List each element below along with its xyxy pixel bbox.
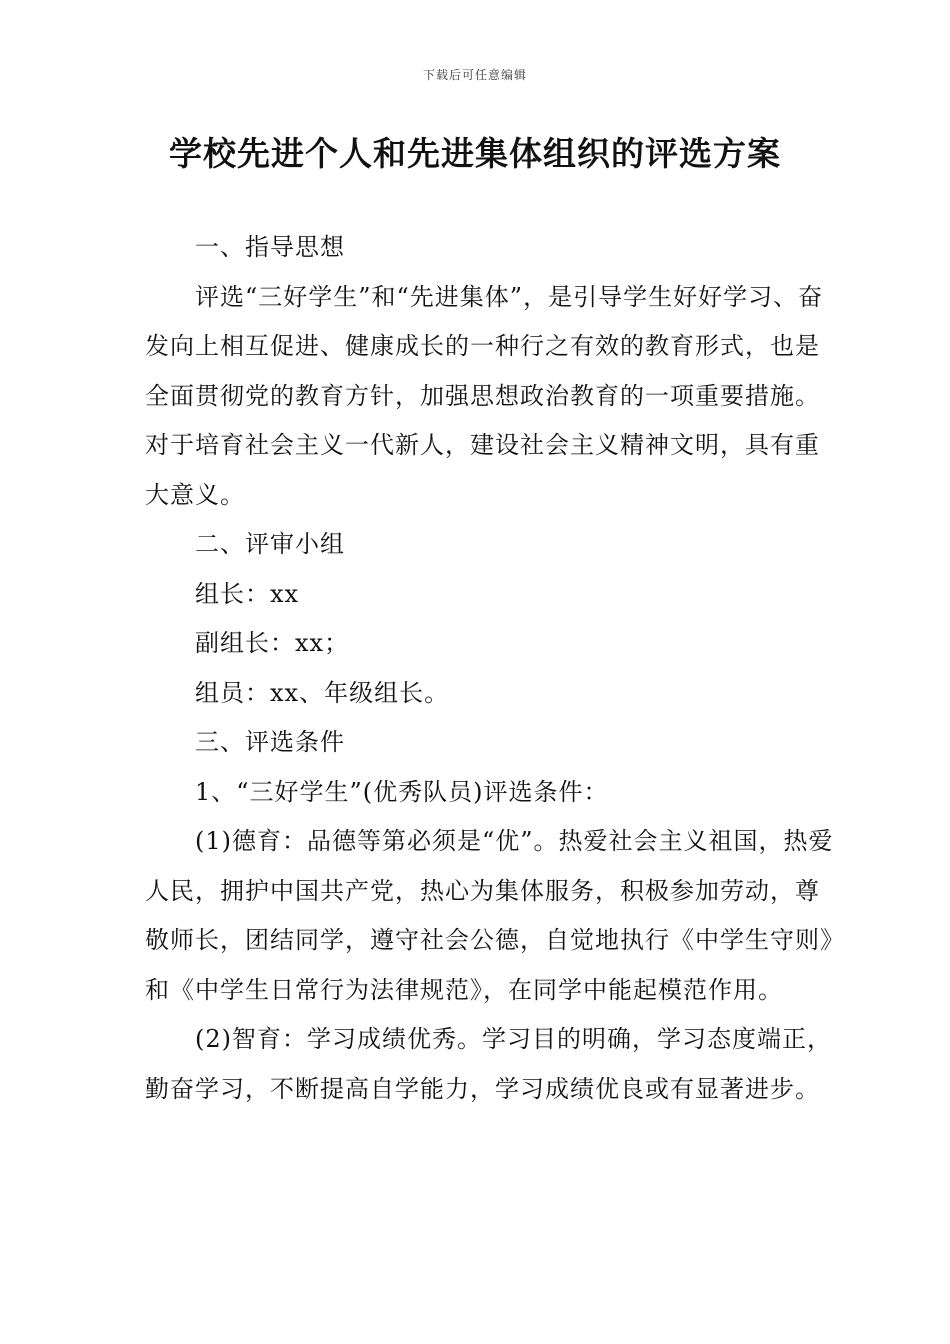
paragraph-intellectual-education: (2)智育：学习成绩优秀。学习目的明确，学习态度端正，勤奋学习，不断提高自学能力，学习成绩优良或有显著进步。 [145,1025,832,1103]
deputy-leader-line: 副组长：xx； [195,629,350,657]
document-body [145,223,835,1114]
paragraph-moral-education: (1)德育：品德等第必须是“优”。热爱社会主义祖国，热爱人民，拥护中国共产党，热心为集体服务，积极参加劳动，尊敬师长，团结同学，遵守社会公德，自觉地执行《中学生守则》和《中学生日常行为法律规范》，在同学中能起模范作用。 [145,827,834,1004]
section-heading-guiding-ideology: 一、指导思想 [195,233,345,261]
section-heading-review-group: 二、评审小组 [195,530,345,558]
criteria-subheading: 1、“三好学生”(优秀队员)评选条件： [195,777,609,806]
document-title: 学校先进个人和先进集体组织的评选方案 [169,134,781,173]
paragraph-guiding-ideology: 评选“三好学生”和“先进集体”，是引导学生好好学习、奋发向上相互促进、健康成长的一种行之有效的教育形式，也是全面贯彻党的教育方针，加强思想政治教育的一项重要措施。对于培育社会主义一代新人，建设社会主义精神文明，具有重大意义。 [145,282,824,509]
section-heading-criteria: 三、评选条件 [195,728,345,756]
group-members-line: 组员：xx、年级组长。 [195,678,450,707]
group-leader-line: 组长：xx [195,579,300,608]
header-note: 下载后可任意编辑 [422,68,527,82]
